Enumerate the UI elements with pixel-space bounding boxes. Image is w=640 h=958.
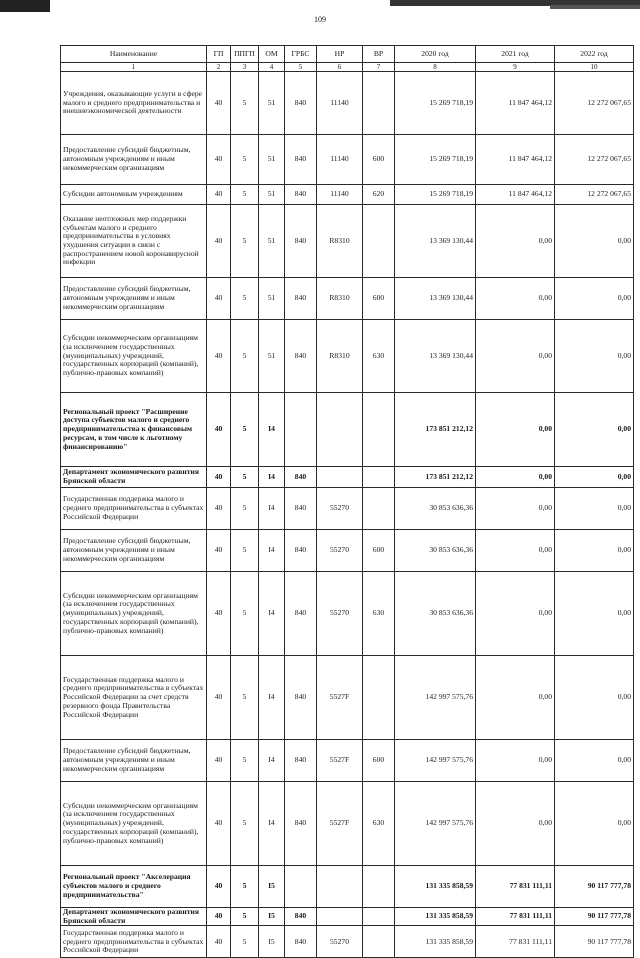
row-grbs: 840 xyxy=(285,782,317,866)
row-om: I5 xyxy=(259,908,285,926)
header-2022: 2022 год xyxy=(555,46,634,63)
row-name: Государственная поддержка малого и среднего предпринимательства в субъектах Российской Федерации за счет средств резервного фонда Правительства Российской Федерации xyxy=(61,656,207,740)
row-amount-2022: 12 272 067,65 xyxy=(555,72,634,135)
row-amount-2022: 0,00 xyxy=(555,205,634,278)
table-row xyxy=(61,185,634,205)
row-amount-2022: 12 272 067,65 xyxy=(555,185,634,205)
column-number: 5 xyxy=(285,63,317,72)
scan-artifact-right-lower xyxy=(550,5,640,9)
row-name: Департамент экономического развития Брянской области xyxy=(61,908,207,926)
row-amount-2020: 30 853 636,36 xyxy=(395,572,476,656)
row-amount-2022: 0,00 xyxy=(555,656,634,740)
row-grbs: 840 xyxy=(285,135,317,185)
row-amount-2020: 131 335 858,59 xyxy=(395,866,476,908)
header-ppgp: ППГП xyxy=(231,46,259,63)
row-amount-2020: 13 369 130,44 xyxy=(395,205,476,278)
row-vr xyxy=(363,205,395,278)
row-ppgp: 5 xyxy=(231,278,259,320)
row-amount-2021: 0,00 xyxy=(476,572,555,656)
column-number: 9 xyxy=(476,63,555,72)
column-number: 6 xyxy=(317,63,363,72)
row-amount-2021: 0,00 xyxy=(476,278,555,320)
row-gp: 40 xyxy=(207,135,231,185)
table-row xyxy=(61,530,634,572)
row-nr: R8310 xyxy=(317,320,363,393)
row-nr xyxy=(317,467,363,488)
row-vr: 630 xyxy=(363,572,395,656)
row-amount-2020: 173 851 212,12 xyxy=(395,393,476,467)
row-amount-2021: 0,00 xyxy=(476,656,555,740)
row-ppgp: 5 xyxy=(231,782,259,866)
row-nr: 11140 xyxy=(317,72,363,135)
table-row xyxy=(61,393,634,467)
row-grbs xyxy=(285,866,317,908)
table-row xyxy=(61,488,634,530)
table-row xyxy=(61,72,634,135)
row-name: Департамент экономического развития Брянской области xyxy=(61,467,207,488)
row-name: Предоставление субсидий бюджетным, автономным учреждениям и иным некоммерческим организациям xyxy=(61,278,207,320)
row-name: Предоставление субсидий бюджетным, автономным учреждениям и иным некоммерческим организациям xyxy=(61,740,207,782)
row-ppgp: 5 xyxy=(231,908,259,926)
row-vr xyxy=(363,72,395,135)
row-om: 51 xyxy=(259,320,285,393)
row-om: I4 xyxy=(259,740,285,782)
row-nr xyxy=(317,866,363,908)
column-number: 4 xyxy=(259,63,285,72)
row-ppgp: 5 xyxy=(231,205,259,278)
row-nr: 11140 xyxy=(317,185,363,205)
row-ppgp: 5 xyxy=(231,572,259,656)
row-nr: 5527F xyxy=(317,740,363,782)
row-amount-2020: 15 269 718,19 xyxy=(395,72,476,135)
row-gp: 40 xyxy=(207,782,231,866)
row-ppgp: 5 xyxy=(231,135,259,185)
row-amount-2020: 15 269 718,19 xyxy=(395,185,476,205)
row-name: Региональный проект "Расширение доступа субъектов малого и среднего предпринимательства к финансовым ресурсам, в том числе к льготному финансированию" xyxy=(61,393,207,467)
row-grbs: 840 xyxy=(285,656,317,740)
row-ppgp: 5 xyxy=(231,393,259,467)
row-gp: 40 xyxy=(207,185,231,205)
row-nr: R8310 xyxy=(317,278,363,320)
row-amount-2022: 90 117 777,78 xyxy=(555,908,634,926)
row-name: Субсидии некоммерческим организациям (за исключением государственных (муниципальных) учреждений, государственных корпораций (компаний), публично-правовых компаний) xyxy=(61,572,207,656)
row-amount-2020: 13 369 130,44 xyxy=(395,278,476,320)
row-nr: 5527F xyxy=(317,656,363,740)
row-grbs: 840 xyxy=(285,72,317,135)
row-amount-2021: 77 831 111,11 xyxy=(476,866,555,908)
row-amount-2021: 0,00 xyxy=(476,467,555,488)
row-om: I5 xyxy=(259,926,285,958)
row-amount-2021: 0,00 xyxy=(476,530,555,572)
row-amount-2020: 173 851 212,12 xyxy=(395,467,476,488)
row-ppgp: 5 xyxy=(231,467,259,488)
row-amount-2022: 12 272 067,65 xyxy=(555,135,634,185)
header-om: ОМ xyxy=(259,46,285,63)
header-name: Наименование xyxy=(61,46,207,63)
row-grbs: 840 xyxy=(285,467,317,488)
row-name: Субсидии автономным учреждениям xyxy=(61,185,207,205)
row-amount-2021: 0,00 xyxy=(476,740,555,782)
row-gp: 40 xyxy=(207,530,231,572)
row-amount-2022: 0,00 xyxy=(555,467,634,488)
row-amount-2021: 11 847 464,12 xyxy=(476,185,555,205)
column-number: 8 xyxy=(395,63,476,72)
row-om: I4 xyxy=(259,656,285,740)
column-number: 2 xyxy=(207,63,231,72)
row-om: I4 xyxy=(259,572,285,656)
table-row xyxy=(61,572,634,656)
header-2021: 2021 год xyxy=(476,46,555,63)
row-om: I4 xyxy=(259,467,285,488)
row-vr xyxy=(363,467,395,488)
table-row xyxy=(61,656,634,740)
row-nr: 11140 xyxy=(317,135,363,185)
row-gp: 40 xyxy=(207,467,231,488)
row-ppgp: 5 xyxy=(231,530,259,572)
row-name: Учреждения, оказывающие услуги в сфере малого и среднего предпринимательства и внешнеэкономической деятельности xyxy=(61,72,207,135)
row-amount-2020: 142 997 575,76 xyxy=(395,782,476,866)
row-vr xyxy=(363,866,395,908)
row-grbs: 840 xyxy=(285,530,317,572)
row-name: Предоставление субсидий бюджетным, автономным учреждениям и иным некоммерческим организациям xyxy=(61,135,207,185)
row-ppgp: 5 xyxy=(231,488,259,530)
row-amount-2022: 90 117 777,78 xyxy=(555,926,634,958)
row-nr xyxy=(317,393,363,467)
row-amount-2021: 0,00 xyxy=(476,393,555,467)
row-vr xyxy=(363,908,395,926)
row-amount-2020: 142 997 575,76 xyxy=(395,656,476,740)
row-amount-2021: 0,00 xyxy=(476,782,555,866)
row-amount-2020: 131 335 858,59 xyxy=(395,926,476,958)
row-nr: 55270 xyxy=(317,572,363,656)
row-ppgp: 5 xyxy=(231,926,259,958)
row-ppgp: 5 xyxy=(231,185,259,205)
row-amount-2020: 142 997 575,76 xyxy=(395,740,476,782)
table-row xyxy=(61,205,634,278)
row-nr xyxy=(317,908,363,926)
row-vr: 620 xyxy=(363,185,395,205)
row-vr xyxy=(363,656,395,740)
page-number: 109 xyxy=(314,15,326,24)
header-2020: 2020 год xyxy=(395,46,476,63)
table-row xyxy=(61,926,634,958)
row-nr: 55270 xyxy=(317,926,363,958)
row-gp: 40 xyxy=(207,572,231,656)
row-vr xyxy=(363,926,395,958)
row-vr: 630 xyxy=(363,782,395,866)
table-row xyxy=(61,135,634,185)
row-grbs: 840 xyxy=(285,908,317,926)
row-amount-2022: 0,00 xyxy=(555,393,634,467)
row-ppgp: 5 xyxy=(231,866,259,908)
row-name: Региональный проект "Акселерация субъектов малого и среднего предпринимательства" xyxy=(61,866,207,908)
row-amount-2020: 15 269 718,19 xyxy=(395,135,476,185)
row-amount-2022: 0,00 xyxy=(555,782,634,866)
row-amount-2021: 0,00 xyxy=(476,320,555,393)
row-vr: 600 xyxy=(363,740,395,782)
table-row xyxy=(61,782,634,866)
row-grbs: 840 xyxy=(285,488,317,530)
row-amount-2021: 0,00 xyxy=(476,488,555,530)
header-vr: ВР xyxy=(363,46,395,63)
row-amount-2022: 0,00 xyxy=(555,740,634,782)
row-grbs: 840 xyxy=(285,926,317,958)
header-nr: НР xyxy=(317,46,363,63)
table-body xyxy=(61,72,634,958)
scan-artifact-left xyxy=(0,0,50,12)
row-amount-2022: 90 117 777,78 xyxy=(555,866,634,908)
row-om: I5 xyxy=(259,866,285,908)
row-ppgp: 5 xyxy=(231,656,259,740)
row-grbs: 840 xyxy=(285,278,317,320)
row-om: I4 xyxy=(259,782,285,866)
column-number: 3 xyxy=(231,63,259,72)
row-amount-2022: 0,00 xyxy=(555,488,634,530)
header-gp: ГП xyxy=(207,46,231,63)
row-om: I4 xyxy=(259,488,285,530)
row-amount-2021: 11 847 464,12 xyxy=(476,72,555,135)
row-om: 51 xyxy=(259,72,285,135)
row-gp: 40 xyxy=(207,908,231,926)
row-ppgp: 5 xyxy=(231,72,259,135)
row-amount-2021: 77 831 111,11 xyxy=(476,926,555,958)
row-vr xyxy=(363,488,395,530)
column-number-row xyxy=(61,63,634,72)
table-row xyxy=(61,908,634,926)
row-vr: 630 xyxy=(363,320,395,393)
row-grbs: 840 xyxy=(285,205,317,278)
row-gp: 40 xyxy=(207,488,231,530)
row-gp: 40 xyxy=(207,278,231,320)
row-om: I4 xyxy=(259,393,285,467)
row-vr: 600 xyxy=(363,278,395,320)
table-row xyxy=(61,320,634,393)
column-number: 7 xyxy=(363,63,395,72)
row-nr: R8310 xyxy=(317,205,363,278)
row-amount-2020: 30 853 636,36 xyxy=(395,530,476,572)
row-ppgp: 5 xyxy=(231,740,259,782)
row-amount-2021: 0,00 xyxy=(476,205,555,278)
column-number: 1 xyxy=(61,63,207,72)
table-row xyxy=(61,278,634,320)
row-amount-2022: 0,00 xyxy=(555,530,634,572)
column-number: 10 xyxy=(555,63,634,72)
row-amount-2022: 0,00 xyxy=(555,320,634,393)
header-row xyxy=(61,46,634,63)
row-grbs: 840 xyxy=(285,740,317,782)
row-vr xyxy=(363,393,395,467)
row-vr: 600 xyxy=(363,135,395,185)
row-grbs: 840 xyxy=(285,572,317,656)
row-om: 51 xyxy=(259,205,285,278)
row-nr: 5527F xyxy=(317,782,363,866)
row-amount-2021: 77 831 111,11 xyxy=(476,908,555,926)
table-row xyxy=(61,467,634,488)
row-name: Оказание неотложных мер поддержки субъектам малого и среднего предпринимательства в условиях ухудшения ситуации в связи с распространением новой коронавирусной инфекции xyxy=(61,205,207,278)
row-grbs xyxy=(285,393,317,467)
budget-table xyxy=(60,45,634,958)
row-gp: 40 xyxy=(207,320,231,393)
row-gp: 40 xyxy=(207,205,231,278)
row-amount-2021: 11 847 464,12 xyxy=(476,135,555,185)
row-name: Государственная поддержка малого и среднего предпринимательства в субъектах Российской Федерации xyxy=(61,926,207,958)
row-gp: 40 xyxy=(207,393,231,467)
row-nr: 55270 xyxy=(317,488,363,530)
row-name: Предоставление субсидий бюджетным, автономным учреждениям и иным некоммерческим организациям xyxy=(61,530,207,572)
row-om: 51 xyxy=(259,135,285,185)
row-nr: 55270 xyxy=(317,530,363,572)
row-ppgp: 5 xyxy=(231,320,259,393)
table-row xyxy=(61,866,634,908)
row-grbs: 840 xyxy=(285,185,317,205)
row-name: Субсидии некоммерческим организациям (за исключением государственных (муниципальных) учреждений, государственных корпораций (компаний), публично-правовых компаний) xyxy=(61,782,207,866)
row-name: Субсидии некоммерческим организациям (за исключением государственных (муниципальных) учреждений, государственных корпораций (компаний), публично-правовых компаний) xyxy=(61,320,207,393)
table-row xyxy=(61,740,634,782)
row-grbs: 840 xyxy=(285,320,317,393)
row-om: 51 xyxy=(259,278,285,320)
row-name: Государственная поддержка малого и среднего предпринимательства в субъектах Российской Федерации xyxy=(61,488,207,530)
row-amount-2022: 0,00 xyxy=(555,278,634,320)
row-om: 51 xyxy=(259,185,285,205)
row-gp: 40 xyxy=(207,656,231,740)
row-amount-2020: 131 335 858,59 xyxy=(395,908,476,926)
row-gp: 40 xyxy=(207,866,231,908)
row-vr: 600 xyxy=(363,530,395,572)
header-grbs: ГРБС xyxy=(285,46,317,63)
row-amount-2020: 13 369 130,44 xyxy=(395,320,476,393)
row-amount-2022: 0,00 xyxy=(555,572,634,656)
row-gp: 40 xyxy=(207,740,231,782)
row-amount-2020: 30 853 636,36 xyxy=(395,488,476,530)
row-om: I4 xyxy=(259,530,285,572)
row-gp: 40 xyxy=(207,926,231,958)
row-gp: 40 xyxy=(207,72,231,135)
